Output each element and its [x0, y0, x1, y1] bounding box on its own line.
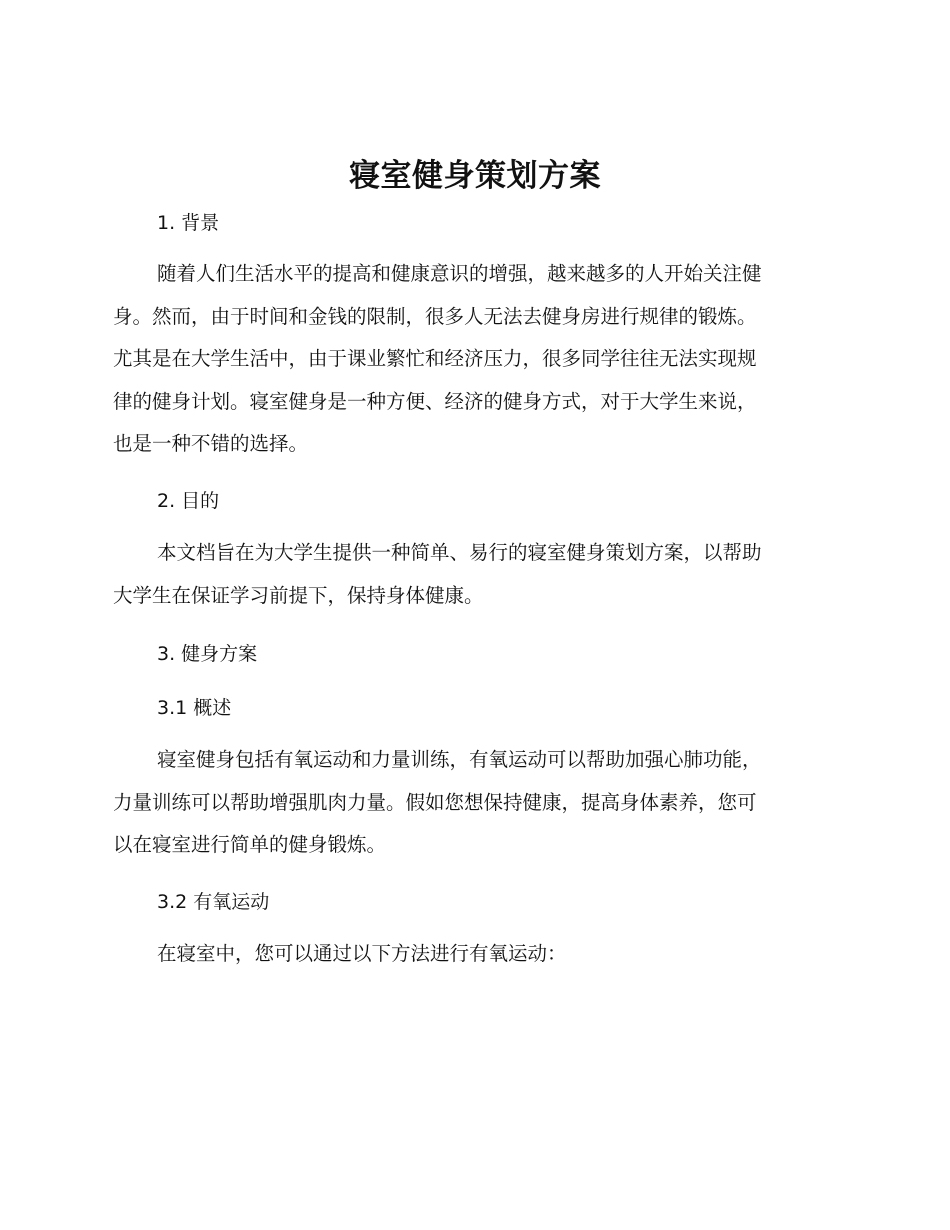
section-paragraph-aerobic — [113, 933, 833, 976]
paragraph-line: 尤其是在大学生活中，由于课业繁忙和经济压力，很多同学往往无法实现规 — [113, 347, 757, 370]
section-heading-purpose: 2. 目的 — [157, 490, 220, 512]
section-heading-aerobic: 3.2 有氧运动 — [157, 891, 270, 913]
page-title: 寝室健身策划方案 — [349, 158, 601, 194]
paragraph-line: 本文档旨在为大学生提供一种简单、易行的寝室健身策划方案，以帮助 — [157, 541, 762, 564]
paragraph-line: 以在寝室进行简单的健身锻炼。 — [113, 833, 387, 856]
paragraph-line: 力量训练可以帮助增强肌肉力量。假如您想保持健康，提高身体素养，您可 — [113, 790, 757, 814]
section-paragraph-purpose — [113, 532, 833, 617]
section-paragraph-background — [113, 253, 833, 466]
section-heading-overview: 3.1 概述 — [157, 697, 232, 719]
paragraph-line: 律的健身计划。寝室健身是一种方便、经济的健身方式，对于大学生来说， — [113, 389, 757, 413]
paragraph-line: 随着人们生活水平的提高和健康意识的增强，越来越多的人开始关注健 — [157, 262, 762, 285]
paragraph-line: 也是一种不错的选择。 — [113, 432, 309, 455]
section-heading-background: 1. 背景 — [157, 212, 220, 234]
section-paragraph-overview — [113, 739, 833, 867]
paragraph-line: 在寝室中，您可以通过以下方法进行有氧运动： — [157, 942, 567, 965]
paragraph-line: 寝室健身包括有氧运动和力量训练，有氧运动可以帮助加强心肺功能， — [157, 748, 762, 771]
section-heading-fitness-plan: 3. 健身方案 — [157, 643, 258, 665]
paragraph-line: 大学生在保证学习前提下，保持身体健康。 — [113, 583, 484, 607]
paragraph-line: 身。然而，由于时间和金钱的限制，很多人无法去健身房进行规律的锻炼。 — [113, 304, 757, 328]
